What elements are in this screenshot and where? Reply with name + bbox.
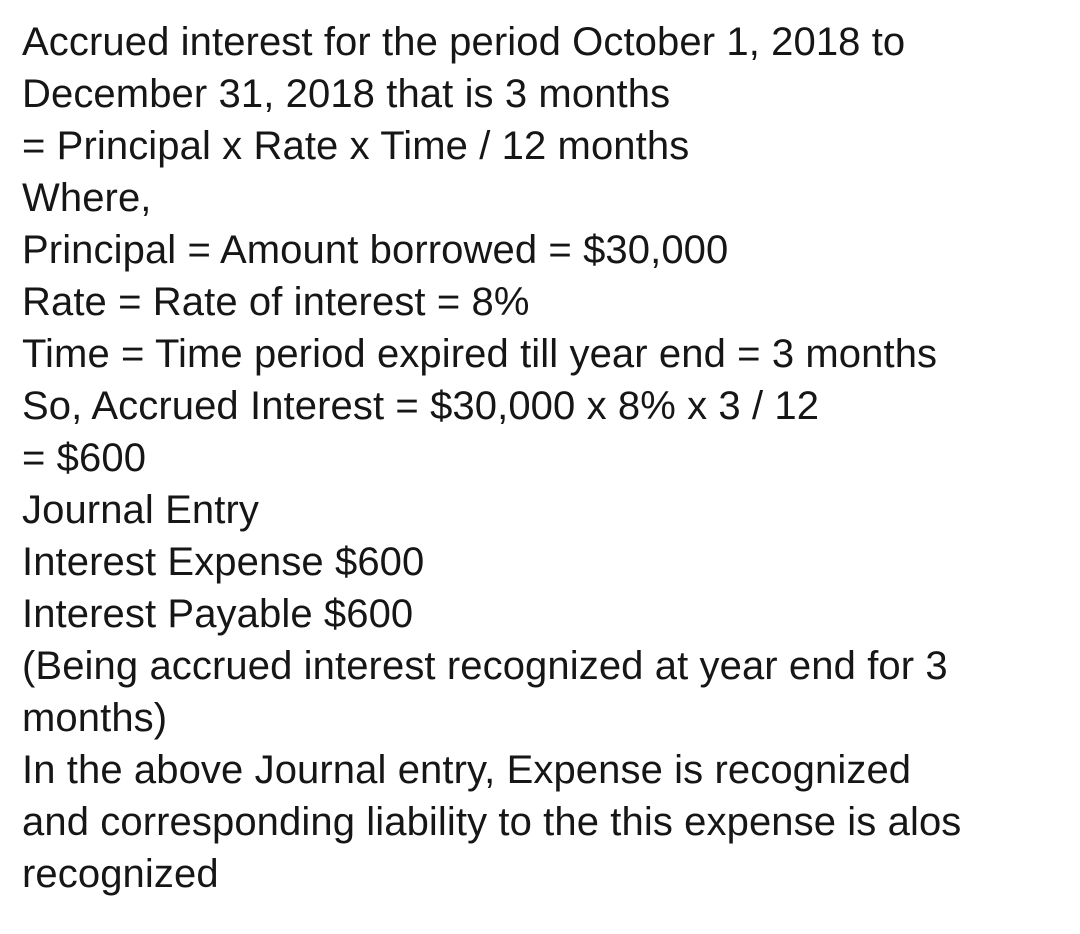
heading-line-1: Accrued interest for the period October 1, 2018 to	[22, 20, 906, 64]
rate-definition: Rate = Rate of interest = 8%	[22, 280, 530, 324]
principal-definition: Principal = Amount borrowed = $30,000	[22, 228, 729, 272]
document-body	[22, 16, 1072, 900]
journal-entry-title: Journal Entry	[22, 488, 259, 532]
journal-debit-line: Interest Expense $600	[22, 540, 425, 584]
narration-line-1: (Being accrued interest recognized at year end for 3	[22, 644, 948, 688]
heading-line-2: December 31, 2018 that is 3 months	[22, 72, 671, 116]
time-definition: Time = Time period expired till year end = 3 months	[22, 332, 938, 376]
where-label: Where,	[22, 176, 152, 220]
explanation-line-3: recognized	[22, 852, 219, 896]
result-line: = $600	[22, 436, 147, 480]
explanation-line-2: and corresponding liability to the this expense is alos	[22, 800, 962, 844]
formula-line: = Principal x Rate x Time / 12 months	[22, 124, 690, 168]
journal-credit-line: Interest Payable $600	[22, 592, 414, 636]
calculation-line: So, Accrued Interest = $30,000 x 8% x 3 / 12	[22, 384, 820, 428]
narration-line-2: months)	[22, 696, 168, 740]
explanation-line-1: In the above Journal entry, Expense is recognized	[22, 748, 912, 792]
